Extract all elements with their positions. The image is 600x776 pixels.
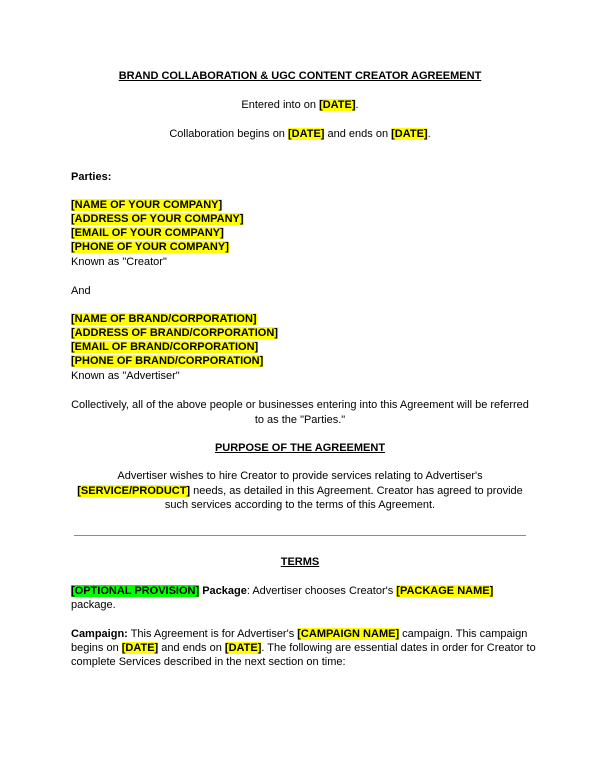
purpose-line-2-text: needs, as detailed in this Agreement. Creator has agreed to provide (190, 485, 523, 497)
collab-mid-text: and ends on (324, 128, 392, 140)
purpose-line-2 (0, 484, 600, 498)
advertiser-email-placeholder: [EMAIL OF BRAND/CORPORATION] (71, 341, 259, 353)
entered-period: . (355, 99, 359, 111)
purpose-line-3: such services according to the terms of this Agreement. (164, 499, 436, 511)
campaign-line-2-text: . The following are essential dates in order for Creator to (261, 642, 536, 654)
creator-known-as: Known as "Creator" (71, 256, 167, 268)
campaign-line-3: complete Services described in the next section on time: (71, 656, 346, 668)
campaign-label: Campaign: (71, 628, 128, 640)
purpose-heading: PURPOSE OF THE AGREEMENT (214, 442, 386, 454)
optional-provision-tag: [OPTIONAL PROVISION] (71, 585, 200, 597)
campaign-start-date-placeholder: [DATE] (121, 642, 159, 654)
collab-start-date-placeholder: [DATE] (287, 128, 325, 140)
advertiser-email-line (71, 340, 258, 354)
collectively-line-2: to as the "Parties." (254, 414, 346, 426)
creator-phone-placeholder: [PHONE OF YOUR COMPANY] (71, 241, 229, 253)
creator-name-line (71, 198, 222, 212)
creator-address-placeholder: [ADDRESS OF YOUR COMPANY] (71, 213, 244, 225)
creator-email-line (71, 226, 224, 240)
campaign-line-1 (71, 627, 527, 641)
collab-text: Collaboration begins on (169, 128, 288, 140)
campaign-text-2: campaign. This campaign (399, 628, 528, 640)
package-line-1 (71, 584, 493, 598)
section-divider (74, 535, 526, 536)
creator-email-placeholder: [EMAIL OF YOUR COMPANY] (71, 227, 224, 239)
creator-address-line (71, 212, 244, 226)
terms-heading: TERMS (280, 556, 320, 568)
advertiser-phone-placeholder: [PHONE OF BRAND/CORPORATION] (71, 355, 264, 367)
collaboration-dates-line (0, 127, 600, 141)
advertiser-name-placeholder: [NAME OF BRAND/CORPORATION] (71, 313, 257, 325)
campaign-name-placeholder: [CAMPAIGN NAME] (297, 628, 400, 640)
campaign-text-1: This Agreement is for Advertiser's (127, 628, 298, 640)
collectively-line-1: Collectively, all of the above people or businesses entering into this Agreement will be referred (71, 399, 529, 411)
collab-period: . (427, 128, 431, 140)
campaign-ends-text: and ends on (158, 642, 225, 654)
advertiser-phone-line (71, 354, 263, 368)
advertiser-address-line (71, 326, 278, 340)
collab-end-date-placeholder: [DATE] (391, 128, 428, 140)
advertiser-name-line (71, 312, 257, 326)
purpose-line-1: Advertiser wishes to hire Creator to provide services relating to Advertiser's (117, 470, 483, 482)
parties-heading: Parties: (71, 171, 112, 183)
document-title: BRAND COLLABORATION & UGC CONTENT CREATOR AGREEMENT (118, 70, 482, 82)
creator-name-placeholder: [NAME OF YOUR COMPANY] (71, 199, 223, 211)
campaign-line-2 (71, 641, 536, 655)
service-product-placeholder: [SERVICE/PRODUCT] (77, 485, 191, 497)
creator-phone-line (71, 240, 229, 254)
advertiser-address-placeholder: [ADDRESS OF BRAND/CORPORATION] (71, 327, 278, 339)
entered-date-placeholder: [DATE] (319, 99, 356, 111)
package-name-placeholder: [PACKAGE NAME] (396, 585, 494, 597)
package-line-2: package. (71, 599, 116, 611)
advertiser-known-as: Known as "Advertiser" (71, 370, 180, 382)
package-label: Package (199, 585, 247, 597)
package-text: : Advertiser chooses Creator's (246, 585, 397, 597)
campaign-begins-text: begins on (71, 642, 122, 654)
campaign-end-date-placeholder: [DATE] (224, 642, 262, 654)
entered-into-line (0, 98, 600, 112)
entered-text: Entered into on (241, 99, 320, 111)
and-text: And (71, 285, 91, 297)
